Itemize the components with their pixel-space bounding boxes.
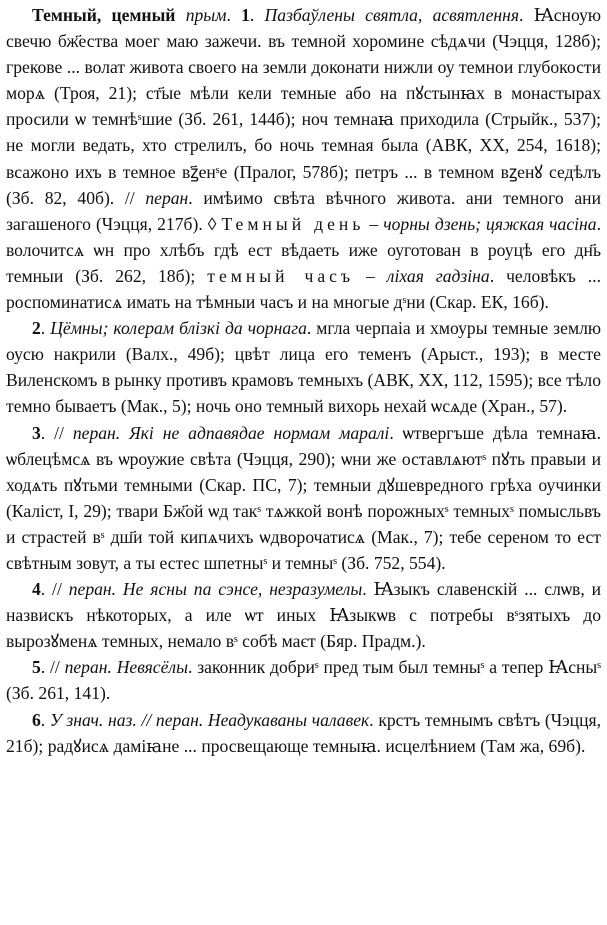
sense-paragraph-6 (6, 707, 601, 759)
sense-paragraph-4 (6, 576, 601, 654)
italic-run: перан (145, 187, 189, 208)
text-run: . крстъ темнымъ свѣтъ (Чэцця, 21б); радꙋисѧ даміꙗне ... просвещающе темныꙗ. исцелѣнием (Там жа, 69б). (6, 709, 602, 756)
text-run: . // (40, 422, 73, 443)
italic-run: чорны дзень; цяжкая часіна (383, 213, 597, 234)
italic-run: перан. Не ясны па сэнсе, незразумелы (68, 579, 363, 600)
spaced-run: Темный день (221, 213, 365, 234)
text-run: . Ꙗзыкъ славенскій ... слѡв, и назвискъ нѣкоторых, а иле ѡт иных Ꙗзыкѡв с потребы вˢзятыхъ до вырозꙋменѧ темных, немало вˢ собѣ маєт (Бяр. Прадм.). (6, 579, 601, 652)
text-run: . (249, 5, 265, 25)
sense-paragraph-1 (6, 2, 601, 315)
text-run: . Ꙗсноую свечю бж҃ества моег маю зажечи. въ темной хоромине сѣдѧчи (Чэцця, 128б); грекове ... волат живота своего на земли доконати нижли оу темнои глубокости морѧ (Троя, 21); ст҃ые мѣли кели темные або на пꙋстынꙗх в монастырах просили ѡ темнѣˢшие (Зб. 261, 144б); ноч темнаꙗ приходила (Стрыйк., 537); не могли ведать, хто стрелилъ, бо ночь темная была (АВК, ХХ, 254, 1618); всажоно ихъ в темное вꙁ҃енˢе (Пралог, 578б); петръ ... в темном вꙁенꙋ седѣлъ (Зб. 82, 40б). // (6, 5, 602, 208)
italic-run: ліхая гадзіна (386, 265, 490, 286)
text-run: . (226, 5, 242, 25)
text-run: . ѡтвергъше дѣла темнаꙗ. ѡблецѣмсѧ въ ѡроужие свѣта (Чэцця, 290); ѡни же оставлѧютˢ пꙋть правыи и ходѧть пꙋтьми темными (Скар. ПС, 7); темныи дꙋшевредного грѣха оучинки (Каліст, I, 29); твари Бж҃ой ѡд такˢ тѧжкой вонѣ порожныхˢ темныхˢ помысльвъ и страстей вˢ дш҃и той кипѧчихъ ѡдворочатисѧ (Мак., 7); тебе сереном то ест свѣтным зовут, а ты естес шпетныˢ и темныˢ (Зб. 752, 554). (6, 422, 601, 573)
italic-run: Цёмны; колерам блізкі да чорнага (50, 318, 307, 339)
bold-run: Темный, цемный (32, 5, 176, 25)
text-run: . законник добриˢ пред тым был темныˢ а тепер Ꙗсныˢ (Зб. 261, 141). (6, 657, 601, 704)
text-run: – (364, 213, 384, 234)
text-run: . имѣимо свѣта вѣчного живота. ани темного ани загашеного (Чэцця, 217б). ◊ (6, 187, 601, 234)
text-run (175, 5, 185, 25)
text-run: . волочитсѧ ѡн про хлѣбъ гдѣ ест вѣдаеть иже оуготован в роуцѣ его дн҃ь темныи (Зб. 262, 18б); (6, 213, 601, 286)
bold-run: 1 (241, 5, 250, 25)
sense-paragraph-5 (6, 654, 601, 706)
italic-run: прым (185, 5, 227, 25)
bold-run: 2 (32, 318, 41, 339)
text-run: . человѣкъ ... роспоминатисѧ имать на тѣмныи часъ и на многые дˢни (Скар. ЕК, 16б). (6, 265, 601, 313)
text-run: . (40, 709, 50, 730)
italic-run: перан. Невясёлы (64, 657, 189, 678)
italic-run: Пазбаўлены святла, асвятлення (264, 5, 520, 25)
italic-run: перан. Які не адпавядае нормам маралі (72, 422, 390, 443)
text-run: . // (40, 579, 69, 600)
sense-paragraph-3 (6, 420, 601, 577)
bold-run: 4 (32, 579, 41, 600)
bold-run: 3 (32, 422, 41, 443)
text-run: . (40, 318, 51, 339)
dictionary-entry (6, 2, 601, 759)
text-run: . // (40, 657, 65, 678)
text-run: – (354, 265, 387, 286)
bold-run: 6 (32, 709, 41, 730)
bold-run: 5 (32, 657, 41, 678)
italic-run: У знач. наз. // перан. Неадукаваны чалавек (49, 709, 370, 730)
text-run: . мгла черпаіа и хмоуры темные землю оусю накрили (Валх., 49б); цвѣт лица его теменъ (Арыст., 193); в месте Виленскомъ в рынку противъ крамовъ темныхъ (АВК, ХХ, 112, 1595); все тѣло темно бываетъ (Мак., 5); ночь оно темный вихорь нехай ѡсѧде (Хран., 57). (6, 318, 602, 417)
sense-paragraph-2 (6, 315, 601, 419)
spaced-run: темный часъ (207, 265, 355, 286)
